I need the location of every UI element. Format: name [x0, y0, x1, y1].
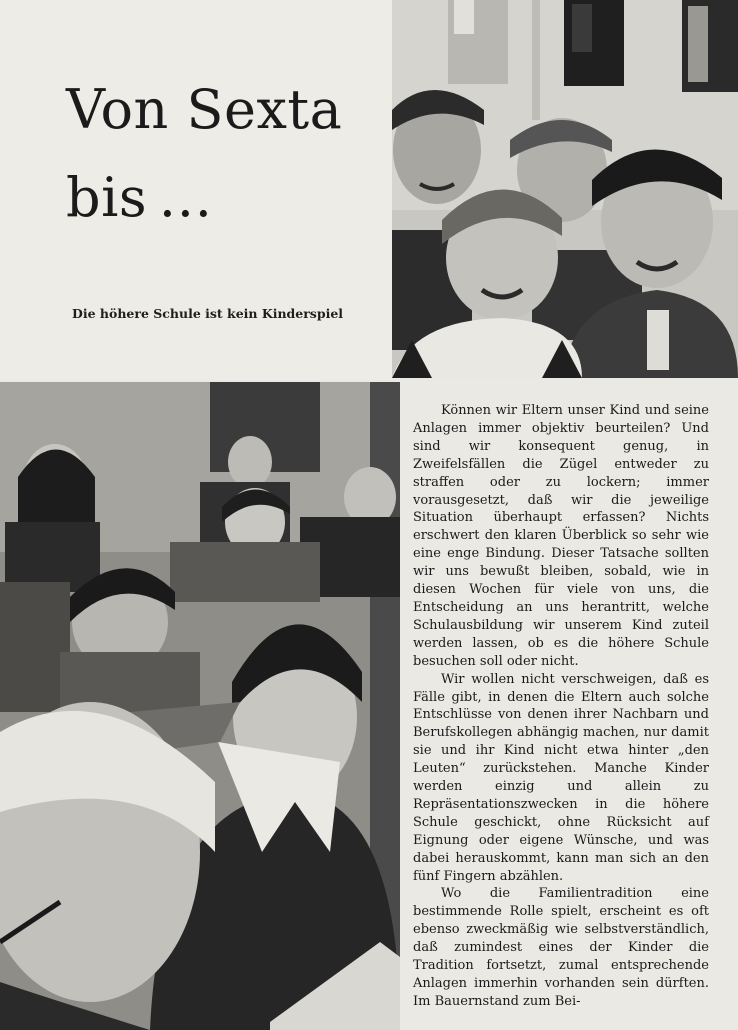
page-title — [66, 66, 342, 242]
article-paragraph-3: Wo die Familientradition eine bestimmende Rolle spielt, erscheint es oft ebenso zweckmäßig wie selbstverständlich, daß zumindest eines der Kinder die Tradition fortsetzt, zumal entsprechende Anlagen immerhin vorhanden sein dürften. Im Bauernstand zum Bei- — [413, 886, 709, 1009]
subtitle: Die höhere Schule ist kein Kinderspiel — [72, 306, 344, 321]
title-line-2: bis … — [66, 166, 213, 229]
article-body — [413, 402, 709, 1011]
article-paragraph-2: Wir wollen nicht verschweigen, daß es Fälle gibt, in denen die Eltern auch solche Entschlüsse von denen ihrer Nachbarn und Berufskollegen abhängig machen, nur damit sie und ihr Kind nicht etwa hinter „den Leuten“ zurückstehen. Manche Kinder werden einzig und allein zu Repräsentationszwecken in die höhere Schule geschickt, ohne Rücksicht auf Eignung oder eigene Wünsche, und was dabei herauskommt, kann man sich an den fünf Fingern abzählen. — [413, 671, 709, 884]
title-line-1: Von Sexta — [66, 78, 343, 141]
title-block — [0, 0, 392, 380]
article-paragraph-1: Können wir Eltern unser Kind und seine Anlagen immer objektiv beurteilen? Und sind wir konsequent genug, in Zweifelsfällen die Zügel entweder zu straffen oder zu lockern; immer vorausgesetzt, daß wir die jeweilige Situation überhaupt erfassen? Nichts erschwert den klaren Überblick so sehr wie eine enge Bindung. Dieser Tatsache sollten wir uns bewußt bleiben, sobald, wie in diesen Wochen für viele von uns, die Entscheidung an uns herantritt, welche Schulausbildung wir unserem Kind zuteil werden lassen, ob es die höhere Schule besuchen soll oder nicht. — [413, 403, 709, 669]
classroom-photo — [0, 382, 400, 1030]
boys-group-photo — [392, 0, 738, 378]
